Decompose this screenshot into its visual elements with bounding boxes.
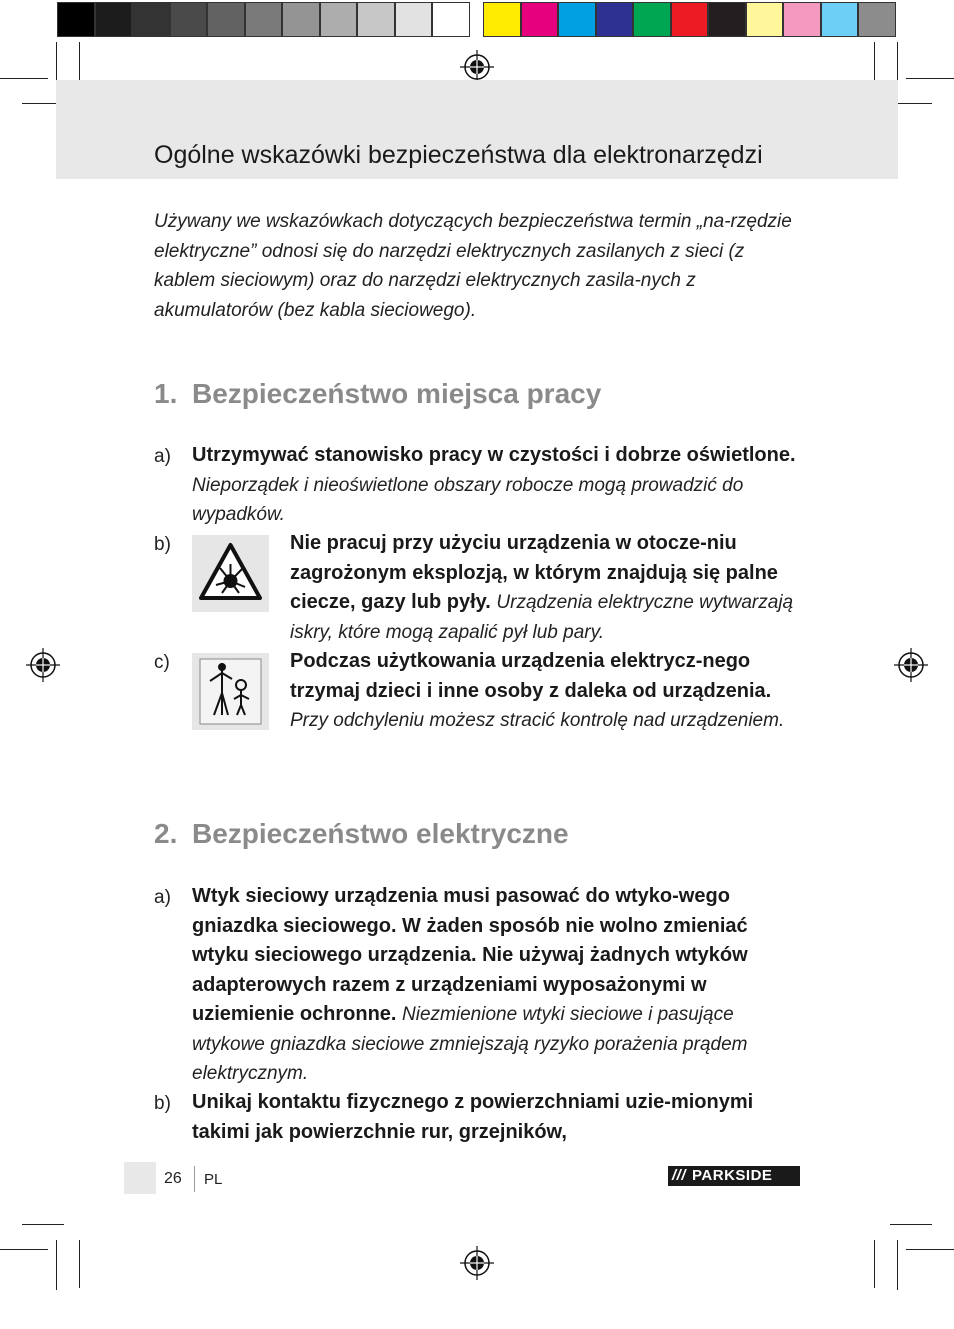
gray-swatch (170, 2, 208, 37)
item-letter: a) (154, 887, 171, 908)
color-swatch (596, 2, 634, 37)
section-2-heading (154, 818, 569, 850)
color-swatch (633, 2, 671, 37)
gray-swatch (207, 2, 245, 37)
grayscale-calibration-bar (57, 0, 471, 40)
logo-text: PARKSIDE (692, 1167, 773, 1184)
registration-mark-icon (26, 648, 60, 682)
section-1-heading (154, 378, 601, 410)
page-number-marker (124, 1162, 156, 1194)
registration-mark-icon (894, 648, 928, 682)
item-letter: a) (154, 446, 171, 467)
language-code: PL (204, 1171, 223, 1188)
item-explanation: Nieporządek i nieoświetlone obszary robocze mogą prowadzić do wypadków. (192, 474, 744, 525)
color-swatch (821, 2, 859, 37)
gray-swatch (245, 2, 283, 37)
item-instruction: Nie pracuj przy użyciu urządzenia w otocze-niu zagrożonym eksplozją, w którym znajdują się palne ciecze, gazy lub pyły. (290, 532, 778, 613)
safety-item (192, 441, 802, 530)
item-explanation: Niezmienione wtyki sieciowe i pasujące wtykowe gniazdka sieciowe zmniejszają ryzyko porażenia prądem elektrycznym. (192, 1004, 748, 1084)
safety-item (192, 647, 802, 736)
section-title: Bezpieczeństwo miejsca pracy (192, 378, 602, 409)
item-letter: b) (154, 1093, 171, 1114)
gray-swatch (57, 2, 95, 37)
registration-mark-icon (460, 1246, 494, 1280)
color-swatch (783, 2, 821, 37)
footer-divider (194, 1166, 195, 1192)
item-letter: c) (154, 652, 170, 673)
registration-mark-icon (460, 50, 494, 84)
section-number: 2. (154, 818, 178, 849)
color-swatch (671, 2, 709, 37)
intro-paragraph: Używany we wskazówkach dotyczących bezpieczeństwa termin „na-rzędzie elektryczne” odnosi się do narzędzi elektrycznych zasilanych z sieci (z kablem sieciowym) oraz do narzędzi elektrycznych zasila-nych z akumulatorów (bez kabla sieciowego). (154, 211, 792, 321)
item-explanation: Przy odchyleniu możesz stracić kontrolę nad urządzeniem. (290, 710, 785, 731)
item-instruction: Podczas użytkowania urządzenia elektrycz-nego trzymaj dzieci i inne osoby z daleka od urządzenia. (290, 650, 772, 702)
page-title: Ogólne wskazówki bezpieczeństwa dla elektronarzędzi (154, 141, 763, 169)
section-title: Bezpieczeństwo elektryczne (192, 818, 569, 849)
section-number: 1. (154, 378, 178, 409)
gray-swatch (357, 2, 395, 37)
color-calibration-bar (483, 0, 897, 40)
item-instruction: Unikaj kontaktu fizycznego z powierzchniami uzie-mionymi takimi jak powierzchnie rur, grzejników, (192, 1091, 754, 1143)
gray-swatch (395, 2, 433, 37)
color-swatch (708, 2, 746, 37)
safety-item (192, 882, 802, 1089)
color-swatch (858, 2, 896, 37)
item-letter: b) (154, 534, 171, 555)
color-swatch (746, 2, 784, 37)
item-explanation: Urządzenia elektryczne wytwarzają iskry, które mogą zapalić pył lub pary. (290, 592, 794, 643)
safety-item (192, 1088, 802, 1147)
color-swatch (521, 2, 559, 37)
gray-swatch (320, 2, 358, 37)
gray-swatch (432, 2, 470, 37)
page-number: 26 (164, 1170, 182, 1187)
safety-item (192, 529, 802, 647)
color-swatch (483, 2, 521, 37)
gray-swatch (95, 2, 133, 37)
color-swatch (558, 2, 596, 37)
parkside-logo: /// PARKSIDE (668, 1166, 800, 1186)
gray-swatch (282, 2, 320, 37)
item-instruction: Utrzymywać stanowisko pracy w czystości i dobrze oświetlone. (192, 444, 796, 466)
gray-swatch (132, 2, 170, 37)
item-instruction: Wtyk sieciowy urządzenia musi pasować do wtyko-wego gniazdka sieciowego. W żaden sposób nie wolno zmieniać wtyku sieciowego urządzenia. Nie używaj żadnych wtyków adapterowych razem z urządzeniami wyposażonymi w uziemienie ochronne. (192, 885, 748, 1025)
